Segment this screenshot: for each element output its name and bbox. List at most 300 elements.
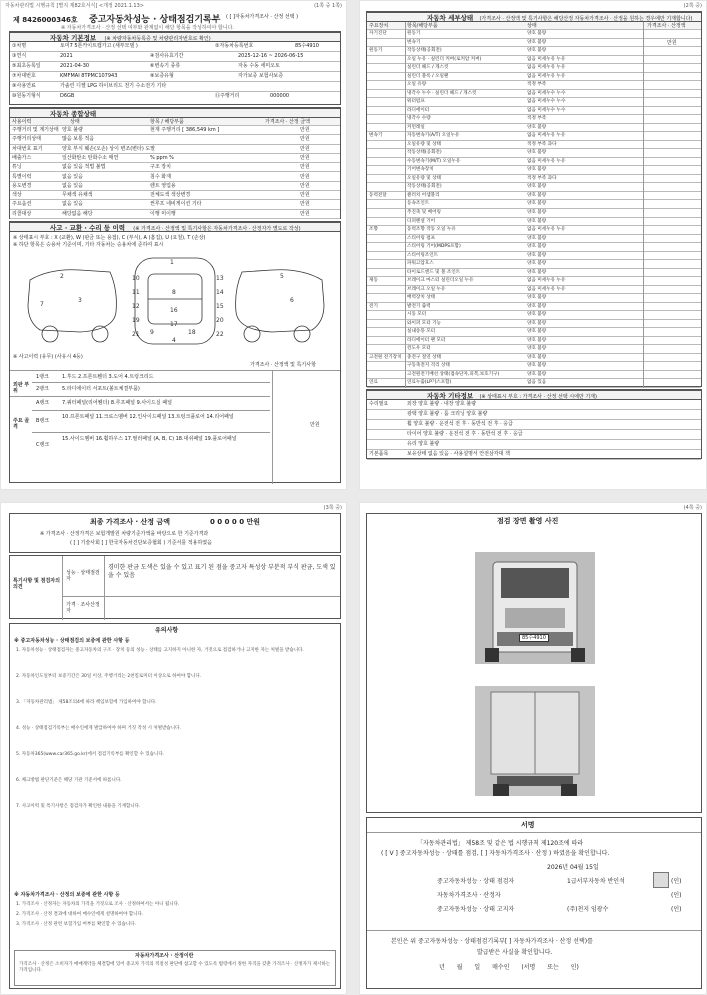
detail-row bbox=[367, 209, 701, 218]
state-row bbox=[10, 163, 340, 172]
detail-group: 조향 bbox=[369, 227, 378, 233]
diagram-number: 21 bbox=[132, 331, 140, 338]
basic-info-note: (※ 차량자동차등록증 및 차량관리자번호로 확인) bbox=[104, 36, 211, 42]
special-notes-section bbox=[9, 555, 341, 619]
basic-label: ③연식 bbox=[12, 53, 27, 59]
detail-row bbox=[367, 200, 701, 209]
notice-line: 4. 성능 · 상태점검기록부는 매수인에게 발급하여야 하며 거짓 작성 시 처벌받습니다. bbox=[16, 726, 181, 731]
detail-state: 양호 불량 bbox=[527, 150, 547, 156]
state-label: 주행거리 및 계기상태 bbox=[12, 127, 59, 133]
basic-label: ⑨사용연료 bbox=[12, 83, 36, 89]
detail-item: 파워고압호스 bbox=[407, 261, 434, 267]
page-4 bbox=[359, 502, 707, 995]
diagram-number: 12 bbox=[132, 303, 140, 310]
detail-item: 라디에이터 팬 모터 bbox=[407, 337, 446, 343]
detail-item: 윈도우 모터 bbox=[407, 346, 431, 352]
diagram-number: 1 bbox=[170, 259, 174, 266]
basic-value: 000000 bbox=[270, 93, 290, 99]
detail-item: 작동상태(공회전) bbox=[407, 150, 442, 156]
detail-state: 없음 미세누유 누유 bbox=[527, 158, 566, 164]
detail-item: 클러치 어셈블리 bbox=[407, 192, 440, 198]
detail-price: 만원 bbox=[667, 40, 677, 46]
detail-item: 스티어링 기어(MDPS포함) bbox=[407, 244, 461, 250]
truck-rear-photo bbox=[475, 686, 595, 796]
state-label: 리콜대상 bbox=[12, 210, 32, 217]
state-price: 만원 bbox=[300, 164, 310, 171]
other-items: 타이어 양호 불량 · 운전석 전 후 · 동반석 전 후 · 응급 bbox=[407, 431, 523, 437]
state-row bbox=[10, 191, 340, 200]
detail-state: 양호 불량 bbox=[527, 244, 547, 250]
detail-group: 고전원 전기장치 bbox=[369, 354, 402, 360]
basic-label: ⑦차대번호 bbox=[12, 73, 36, 79]
final-price-value: 0 0 0 0 0 만원 bbox=[210, 518, 261, 526]
main-rank-a-items: 7.쿼터패널(리어휀더) 8.루프패널 9.사이드실 패널 bbox=[62, 400, 172, 406]
detail-group: 제동 bbox=[369, 278, 378, 284]
diagram-number: 17 bbox=[170, 321, 178, 328]
page-number: (4쪽 중) bbox=[683, 505, 702, 511]
detail-row bbox=[367, 175, 701, 184]
detail-row bbox=[367, 98, 701, 107]
detail-row bbox=[367, 183, 701, 192]
document-title: 중고자동차성능 · 상태점검기록부 bbox=[89, 15, 221, 25]
final-price-title: 최종 가격조사 · 산정 금액 bbox=[90, 518, 171, 526]
detail-state: 없음 있음 bbox=[527, 380, 547, 386]
basic-value: 85수4910 bbox=[295, 43, 319, 49]
detail-row bbox=[367, 277, 701, 286]
state-price: 만원 bbox=[300, 173, 310, 180]
detail-row bbox=[367, 226, 701, 235]
state-extra: 이행 미이행 bbox=[150, 210, 176, 217]
detail-item: 원동기 bbox=[407, 31, 421, 36]
outer-rank-2: 2랭크 bbox=[36, 386, 49, 392]
sign-role: 중고자동차성능 · 상태 고지자 bbox=[437, 906, 515, 913]
accident-title-bar bbox=[10, 222, 340, 232]
state-label: 주요옵션 bbox=[12, 201, 32, 208]
bottom-info-box bbox=[14, 950, 336, 986]
page-1 bbox=[0, 0, 347, 490]
notice-line: 7. 사고이력 및 특기사항은 점검자가 확인한 내용을 기재합니다. bbox=[16, 804, 141, 809]
sign-name: 1급서부자동차 반인석 bbox=[567, 878, 625, 885]
final-price-note-2: ( [ ] 기술사회 [ ] 한국자동차진단보증협회 ) 기준서를 적용하였음 bbox=[70, 540, 212, 546]
detail-row bbox=[367, 337, 701, 346]
detail-state: 양호 불량 bbox=[527, 218, 547, 224]
state-extra: 전체도색 색상변경 bbox=[150, 192, 191, 199]
main-frame-label: 주요 골격 bbox=[13, 418, 30, 430]
state-value: 없음 있음 bbox=[62, 201, 83, 208]
detail-state: 없음 미세누유 누유 bbox=[527, 286, 566, 292]
state-price: 만원 bbox=[300, 201, 310, 208]
notice-heading-2: ※ 자동차가격조사 · 산정의 보증에 관한 사항 등 bbox=[14, 892, 120, 898]
diagram-number: 18 bbox=[188, 329, 196, 336]
diagram-number: 8 bbox=[172, 289, 176, 296]
basic-value: 2021 bbox=[60, 53, 73, 59]
detail-item: 발전기 출력 bbox=[407, 303, 431, 309]
detail-state: 양호 불량 bbox=[527, 312, 547, 318]
state-value: 없음 있음 적법 불법 bbox=[62, 164, 106, 171]
detail-group: 전기 bbox=[369, 303, 378, 309]
detail-header-cell: 주요장치 bbox=[369, 23, 389, 29]
detail-state: 없음 미세누유 누유 bbox=[527, 227, 566, 233]
diagram-number: 6 bbox=[290, 297, 294, 304]
detail-row bbox=[367, 73, 701, 82]
other-items: 보유상태 없음 있음 · 사용설명서 안전삼각대 잭 bbox=[407, 451, 510, 457]
state-extra: 현재 주행거리 [ 386,549 km ] bbox=[150, 127, 220, 133]
notice-line: 3. 「자동차관리법」 제58조의4에 따라 책임보험에 가입하여야 합니다. bbox=[16, 700, 157, 705]
accident-side-note: 가격조사 · 산정액 및 특기사항 bbox=[250, 362, 316, 368]
detail-row bbox=[367, 90, 701, 99]
final-price-note-1: ※ 가격조사 · 산정가격은 보험개발원 차량기준가액을 바탕으로 한 기준가격과 bbox=[40, 531, 209, 537]
detail-state: 없음 미세누유 누유 bbox=[527, 73, 566, 79]
state-value: 무채색 유채색 bbox=[62, 192, 93, 199]
signature-section bbox=[366, 817, 702, 989]
diagram-number: 22 bbox=[216, 331, 224, 338]
sign-seal: (인) bbox=[671, 906, 682, 913]
state-header: 상태 bbox=[70, 119, 80, 125]
diagram-number: 5 bbox=[280, 273, 284, 280]
detail-row bbox=[367, 379, 701, 388]
accident-legend: ※ 상태표시 부호 : X (교환), W (판금 또는 용접), C (부식), A (흠집), U (요철), T (손상) bbox=[13, 235, 206, 241]
state-price: 만원 bbox=[300, 127, 310, 133]
detail-row bbox=[367, 243, 701, 252]
detail-state: 양호 불량 bbox=[527, 303, 547, 309]
detail-item: 워터펌프 bbox=[407, 99, 425, 105]
detail-item: 디퍼렌셜 기어 bbox=[407, 218, 436, 224]
outer-rank-1: 1랭크 bbox=[36, 374, 49, 380]
basic-value: 자동 수동 세미오토 bbox=[238, 63, 280, 69]
notice-line: 6. 체크방법 판단기준은 해당 기관 기준서에 따릅니다. bbox=[16, 778, 122, 783]
state-price: 만원 bbox=[300, 136, 310, 143]
detail-item: 변속기 bbox=[407, 39, 421, 45]
detail-item: 오일 누유 · 실린더 커버(로커암 커버) bbox=[407, 56, 482, 62]
sign-role: 자동차가격조사 · 산정자 bbox=[437, 892, 501, 899]
detail-item: 자동변속기(A/T) 오일누유 bbox=[407, 133, 460, 139]
notice-section bbox=[9, 623, 341, 989]
detail-group: 원동기 bbox=[369, 48, 383, 54]
detail-row bbox=[367, 132, 701, 141]
notice-line: 2. 가격조사 · 산정 결과에 대하여 매수인에게 설명하여야 합니다. bbox=[16, 912, 144, 917]
overall-state-section bbox=[9, 107, 341, 219]
page-3 bbox=[0, 502, 347, 995]
state-extra: 렌트 영업용 bbox=[150, 182, 176, 189]
detail-row bbox=[367, 286, 701, 295]
receive-line-1: 본인은 위 중고자동차성능 · 상태점검기록부[ ] 자동차가격조사 · 산정 선택)를 bbox=[391, 938, 593, 945]
detail-state: 양호 불량 bbox=[527, 184, 547, 190]
basic-row bbox=[10, 72, 340, 82]
document-title-options: ( [ ]자동차가격조사 · 산정 선택 ) bbox=[226, 14, 299, 20]
detail-item: 실린더 블록 / 오일팬 bbox=[407, 73, 449, 79]
detail-item: 작동상태(공회전) bbox=[407, 48, 442, 54]
vehicle-diagram bbox=[20, 250, 332, 350]
detail-row bbox=[367, 141, 701, 150]
overall-state-title-bar bbox=[10, 108, 340, 118]
other-row bbox=[367, 400, 701, 410]
detail-item: 연료누출(LP가스포함) bbox=[407, 380, 452, 386]
detail-row bbox=[367, 81, 701, 90]
state-value: 없음 있음 bbox=[62, 173, 83, 180]
main-rank-b: B랭크 bbox=[36, 418, 50, 424]
basic-value: D6GB bbox=[60, 93, 75, 99]
detail-row bbox=[367, 252, 701, 261]
basic-label: ④검사유효기간 bbox=[150, 53, 184, 59]
detail-item: 시동 모터 bbox=[407, 312, 427, 318]
diagram-number: 16 bbox=[170, 307, 178, 314]
state-label: 배출가스 bbox=[12, 154, 32, 161]
detail-state: 양호 불량 bbox=[527, 192, 547, 198]
detail-row bbox=[367, 30, 701, 39]
detail-state: 양호 불량 bbox=[527, 31, 547, 36]
bottom-info-title: 자동차가격조사 · 산정이란 bbox=[135, 953, 194, 959]
detail-row bbox=[367, 192, 701, 201]
state-price: 만원 bbox=[300, 192, 310, 199]
main-rank-c: C랭크 bbox=[36, 442, 50, 448]
detail-item: 구동축전지 격리 상태 bbox=[407, 363, 450, 369]
state-price: 만원 bbox=[300, 182, 310, 189]
state-price: 만원 bbox=[300, 145, 310, 152]
detail-item: 오일 유량 bbox=[407, 82, 427, 88]
state-extra: 구조 장치 bbox=[150, 164, 171, 171]
detail-item: 기어변속장치 bbox=[407, 167, 434, 173]
accident-price-unit: 만원 bbox=[310, 422, 320, 428]
state-header: 가격조사 · 산정 금액 bbox=[265, 119, 310, 125]
accident-legend-2: ※ 하단 항목은 승용차 기준이며, 기타 자동차는 승용차에 준하여 표시 bbox=[13, 242, 164, 248]
detail-row bbox=[367, 328, 701, 337]
other-row bbox=[367, 440, 701, 450]
detail-state: 적정 부족 bbox=[527, 82, 547, 88]
state-extra: 침수 화재 bbox=[150, 173, 171, 180]
detail-item: 작동상태(공회전) bbox=[407, 184, 442, 190]
detail-state-section bbox=[366, 11, 702, 387]
other-label: 수리필요 bbox=[369, 401, 389, 407]
detail-group: 변속기 bbox=[369, 133, 383, 139]
state-row bbox=[10, 173, 340, 182]
diagram-number: 3 bbox=[78, 297, 82, 304]
form-reference: 자동차관리법 시행규칙 [별지 제82호서식] <개정 2021.1.13> bbox=[5, 3, 144, 9]
state-row bbox=[10, 182, 340, 191]
special-label: 특기사항 및 점검자의 의견 bbox=[13, 578, 60, 590]
detail-header-cell: 가격조사 · 산정액 bbox=[647, 23, 686, 29]
detail-item: 배력장치 상태 bbox=[407, 295, 436, 301]
state-value: 해당없음 해당 bbox=[62, 210, 93, 217]
other-items: 유리 양호 불량 bbox=[407, 441, 440, 447]
detail-state: 양호 불량 bbox=[527, 39, 547, 45]
state-row bbox=[10, 145, 340, 154]
basic-value: 자가보증 보험사보증 bbox=[238, 73, 284, 79]
basic-label: ②자동차등록번호 bbox=[215, 43, 254, 49]
other-row bbox=[367, 430, 701, 440]
detail-state: 양호 불량 bbox=[527, 252, 547, 258]
detail-group: 자기진단 bbox=[369, 31, 387, 36]
detail-state: 없음 미세누유 누유 bbox=[527, 278, 566, 284]
signature-title: 서명 bbox=[521, 821, 535, 829]
other-items: 광택 양호 불량 · 룸 크리닝 양호 불량 bbox=[407, 411, 488, 417]
detail-item: 라디에이터 bbox=[407, 107, 430, 113]
detail-header-cell: 항목/해당부품 bbox=[407, 23, 438, 29]
diagram-number: 15 bbox=[216, 303, 224, 310]
sign-seal: (인) bbox=[671, 878, 682, 885]
outer-rank-2-items: 5.라디에이터 서포트(볼트체결부품) bbox=[62, 386, 140, 392]
other-items: 외장 양호 불량 · 내장 양호 불량 bbox=[407, 401, 477, 407]
sign-name: (주)천지 임광수 bbox=[567, 906, 609, 913]
state-label: 주행거리상태 bbox=[12, 136, 41, 143]
final-price-section bbox=[9, 513, 341, 553]
basic-row bbox=[10, 42, 340, 52]
detail-state: 없음 미세누유 누유 bbox=[527, 65, 566, 71]
other-title-bar bbox=[367, 390, 701, 400]
detail-item: 수동변속기(M/T) 오일누유 bbox=[407, 158, 461, 164]
basic-label: ⑥변속기 종류 bbox=[150, 63, 181, 69]
license-plate: 85수4910 bbox=[519, 634, 549, 642]
main-rank-c-items: 15.사이드멤버 16.휠하우스 17.필러패널 (A, B, C) 18.대쉬패널 19.플로어패널 bbox=[62, 436, 237, 442]
overall-state-title: 자동차 종합상태 bbox=[50, 110, 97, 118]
special-sub-inspector: 성능 · 상태점검자 bbox=[66, 570, 100, 582]
detail-state: 없음 미세누수 누수 bbox=[527, 107, 566, 113]
detail-state: 양호 불량 bbox=[527, 124, 547, 130]
detail-state: 양호 불량 bbox=[527, 346, 547, 352]
notice-line: 2. 자동차인도일부터 보증기간은 30일 이상, 주행거리는 2천킬로미터 이상으로 하여야 합니다. bbox=[16, 674, 202, 679]
page-number: (3쪽 중) bbox=[323, 505, 342, 511]
accident-yes-no: ※ 사고이력 (유무) (사유시 4등) bbox=[13, 354, 83, 360]
detail-state: 없음 미세누유 누유 bbox=[527, 133, 566, 139]
page-2 bbox=[359, 0, 707, 490]
bottom-info-text: 가격조사 · 산정은 소비자가 매매계약을 체결함에 있어 중고차 가격의 적절성 판단에 참고할 수 있도록 법령에서 정한 자격을 갖춘 가격조사 · 산정자가 제시하는 가격입니다. bbox=[19, 962, 331, 973]
notice-heading-1: ※ 중고자동차성능 · 상태점검의 보증에 관한 사항 등 bbox=[14, 638, 130, 644]
basic-label: ⑤최초등록일 bbox=[12, 63, 41, 69]
detail-row bbox=[367, 311, 701, 320]
detail-item: 실린더 헤드 / 개스킷 bbox=[407, 65, 449, 71]
detail-row bbox=[367, 107, 701, 116]
detail-row bbox=[367, 269, 701, 278]
detail-state: 적정 부족 bbox=[527, 116, 547, 122]
accident-note: (※ 가격조사 · 산정액 및 특기사항은 자동차가격조사 · 산정자가 별도로 작성) bbox=[133, 226, 301, 232]
detail-row bbox=[367, 235, 701, 244]
detail-row bbox=[367, 218, 701, 227]
state-row bbox=[10, 200, 340, 209]
diagram-number: 7 bbox=[40, 301, 44, 308]
detail-row bbox=[367, 56, 701, 65]
detail-row bbox=[367, 260, 701, 269]
detail-title: 자동차 세부상태 bbox=[427, 14, 474, 22]
detail-state: 양호 불량 bbox=[527, 269, 547, 275]
accident-title: 사고 · 교환 · 수리 등 이력 bbox=[50, 224, 126, 232]
main-rank-b-items: 10.프론트패널 11.크로스멤버 12.인사이드패널 13.트렁크플로어 14.리어패널 bbox=[62, 414, 234, 420]
state-label: 튜닝 bbox=[12, 164, 22, 171]
detail-row bbox=[367, 320, 701, 329]
detail-title-note: (가격조사 · 산정액 및 특기사항은 해당산정 자동차가격조사 · 산정을 원하는 경우에만 기재합니다) bbox=[479, 16, 693, 22]
detail-state: 양호 불량 bbox=[527, 371, 547, 377]
detail-item: 실내송풍 모터 bbox=[407, 329, 436, 335]
law-line-2: ( [ V ] 중고자동차성능 · 상태를 점검, [ ] 자동차가격조사 · 산정 ) 하였음을 확인합니다. bbox=[381, 850, 610, 857]
detail-row bbox=[367, 166, 701, 175]
detail-row bbox=[367, 124, 701, 133]
main-rank-a: A랭크 bbox=[36, 400, 50, 406]
page-number: (1쪽 중 1쪽) bbox=[314, 3, 342, 9]
detail-item: 추진축 및 베어링 bbox=[407, 210, 441, 215]
detail-row bbox=[367, 39, 701, 48]
diagram-number: 10 bbox=[132, 275, 140, 282]
diagram-number: 20 bbox=[216, 317, 224, 324]
basic-info-title-bar bbox=[10, 32, 340, 42]
state-extra: 썬루프 네비게이션 기타 bbox=[150, 201, 202, 208]
detail-title-bar bbox=[367, 12, 701, 22]
document-subtitle: ※ 자동차가격조사 · 산정 선택 여부와 관계없이 해당 항목을 작성하여야 합니다. bbox=[61, 25, 234, 31]
basic-value: 2025-12-16 ~ 2026-06-15 bbox=[238, 53, 304, 59]
detail-row bbox=[367, 47, 701, 56]
state-value: 일산화탄소 탄화수소 매연 bbox=[62, 154, 119, 161]
detail-state: 양호 불량 bbox=[527, 337, 547, 343]
outer-panel-label: 외판 부위 bbox=[13, 382, 30, 394]
detail-row bbox=[367, 149, 701, 158]
detail-item: 냉각수 누수 · 실린더 헤드 / 개스킷 bbox=[407, 90, 477, 96]
detail-state: 없음 미세누수 누수 bbox=[527, 90, 566, 96]
overall-state-header bbox=[10, 118, 340, 126]
detail-state: 양호 불량 bbox=[527, 261, 547, 267]
diagram-number: 11 bbox=[132, 289, 140, 296]
detail-state: 없음 미세누유 누유 bbox=[527, 56, 566, 62]
basic-label: ⑩원동기형식 bbox=[12, 93, 41, 99]
state-row bbox=[10, 210, 340, 219]
photo-title: 점검 장면 촬영 사진 bbox=[497, 517, 559, 525]
detail-item: 고전원전기배선 상태(접속단자,피복,보호기구) bbox=[407, 371, 500, 377]
notice-line: 5. 자동차365(www.car365.go.kr)에서 점검기록부를 확인할 수 있습니다. bbox=[16, 752, 165, 757]
other-row bbox=[367, 450, 701, 460]
accident-section bbox=[9, 221, 341, 483]
diagram-number: 9 bbox=[150, 329, 154, 336]
detail-header-cell: 상태 bbox=[527, 23, 537, 29]
basic-info-section bbox=[9, 31, 341, 105]
page-number: (2쪽 중) bbox=[683, 3, 702, 9]
state-value: 양호 부식 훼손(오손) 상이 변조(변타) 도말 bbox=[62, 145, 156, 152]
detail-state: 양호 불량 bbox=[527, 329, 547, 335]
detail-item: 냉각수 수량 bbox=[407, 116, 431, 122]
other-info-section bbox=[366, 389, 702, 459]
other-row bbox=[367, 410, 701, 420]
detail-row bbox=[367, 294, 701, 303]
detail-item: 오일유량 및 상태 bbox=[407, 141, 441, 147]
state-extra: % ppm % bbox=[150, 154, 174, 161]
state-price: 만원 bbox=[300, 154, 310, 161]
receive-signature: 년 월 일 매수인 (서명 또는 인) bbox=[439, 964, 579, 971]
diagram-number: 4 bbox=[172, 337, 176, 344]
state-row bbox=[10, 154, 340, 163]
receive-line-2: 발급받은 사실을 확인합니다. bbox=[477, 949, 553, 956]
basic-row bbox=[10, 62, 340, 72]
truck-front-photo bbox=[475, 552, 595, 664]
state-label: 차대번호 표기 bbox=[12, 145, 43, 152]
state-value: 많음 보통 적음 bbox=[62, 136, 95, 143]
state-value: 양호 불량 bbox=[62, 127, 83, 133]
basic-row bbox=[10, 82, 340, 92]
diagram-number: 13 bbox=[216, 275, 224, 282]
detail-state: 양호 불량 bbox=[527, 295, 547, 301]
detail-row bbox=[367, 115, 701, 124]
detail-row bbox=[367, 362, 701, 371]
basic-value: KMFMAI 8TPMC107943 bbox=[60, 73, 118, 79]
detail-row bbox=[367, 371, 701, 380]
detail-state: 양호 불량 bbox=[527, 354, 547, 360]
state-row bbox=[10, 135, 340, 144]
notice-line: 1. 자동차성능 · 상태점검자는 중고자동차의 구조 · 장치 등의 성능 · 상태를 고지하지 아니한 자, 거짓으로 점검하거나 고지한 자는 처벌을 받습니다. bbox=[16, 648, 304, 653]
special-sub-appraiser: 가격 · 조사산정자 bbox=[66, 602, 100, 614]
basic-row bbox=[10, 52, 340, 62]
basic-value: 토미7 5톤카이트캡가고 (새부모델 ) bbox=[60, 43, 138, 49]
notice-line: 3. 가격조사 · 산정 관련 보험가입 여부를 확인할 수 있습니다. bbox=[16, 922, 137, 927]
sign-seal: (인) bbox=[671, 892, 682, 899]
sign-date: 2026년 04월 15일 bbox=[547, 864, 599, 871]
detail-state: 양호 불량 bbox=[527, 167, 547, 173]
basic-label: ⑪주행거리 bbox=[215, 93, 240, 99]
law-line-1: 「자동차관리법」 제58조 및 같은 법 시행규칙 제120조에 따라 bbox=[417, 840, 584, 847]
detail-item: 타이로드엔드 및 볼 조인트 bbox=[407, 269, 461, 275]
